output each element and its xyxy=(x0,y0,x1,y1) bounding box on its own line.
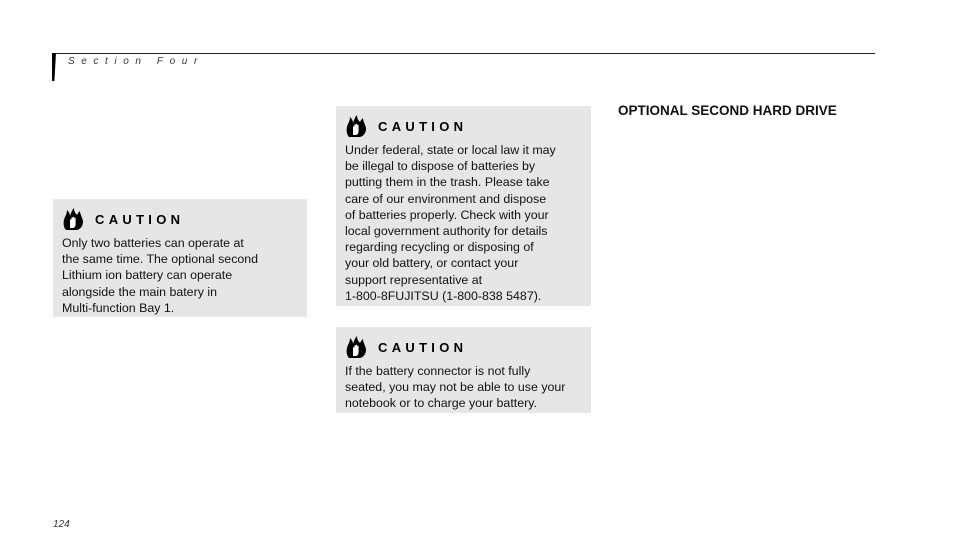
caution-line: your old battery, or contact your xyxy=(345,256,519,271)
caution-box-batteries xyxy=(53,199,307,317)
caution-line: Only two batteries can operate at xyxy=(62,236,244,250)
caution-header xyxy=(345,335,583,359)
caution-box-disposal xyxy=(336,106,591,306)
flame-hand-icon xyxy=(345,335,367,359)
caution-line: of batteries properly. Check with your xyxy=(345,207,549,222)
section-heading: OPTIONAL SECOND HARD DRIVE xyxy=(618,103,837,118)
caution-line: care of our environment and dispose xyxy=(345,191,547,206)
caution-line: regarding recycling or disposing of xyxy=(345,240,534,255)
caution-line: 1-800-8FUJITSU (1-800-838 5487). xyxy=(345,288,542,303)
caution-line: Lithium ion battery can operate xyxy=(62,268,233,283)
caution-line: putting them in the trash. Please take xyxy=(345,175,550,190)
caution-line: local government authority for details xyxy=(345,224,548,239)
caution-header xyxy=(345,114,583,138)
caution-title: CAUTION xyxy=(378,339,468,355)
caution-text xyxy=(345,142,583,304)
caution-line: be illegal to dispose of batteries by xyxy=(345,159,536,174)
flame-hand-icon xyxy=(345,114,367,138)
caution-title: CAUTION xyxy=(378,118,468,134)
caution-header xyxy=(62,207,299,231)
caution-line: Under federal, state or local law it may xyxy=(345,143,556,157)
caution-line: support representative at xyxy=(345,272,483,287)
header-tab-marker xyxy=(52,53,56,81)
caution-text xyxy=(345,363,583,412)
caution-line: Multi-function Bay 1. xyxy=(62,300,175,315)
caution-text xyxy=(62,235,299,316)
flame-hand-icon xyxy=(62,207,84,231)
caution-line: If the battery connector is not fully xyxy=(345,364,531,378)
caution-line: seated, you may not be able to use your xyxy=(345,380,566,395)
caution-line: alongside the main batery in xyxy=(62,284,217,299)
caution-line: the same time. The optional second xyxy=(62,252,259,267)
caution-title: CAUTION xyxy=(95,211,185,227)
caution-line: notebook or to charge your battery. xyxy=(345,396,537,411)
header-rule xyxy=(53,53,875,54)
page-number: 124 xyxy=(53,519,70,530)
section-label: Section Four xyxy=(68,56,204,67)
caution-box-connector xyxy=(336,327,591,413)
